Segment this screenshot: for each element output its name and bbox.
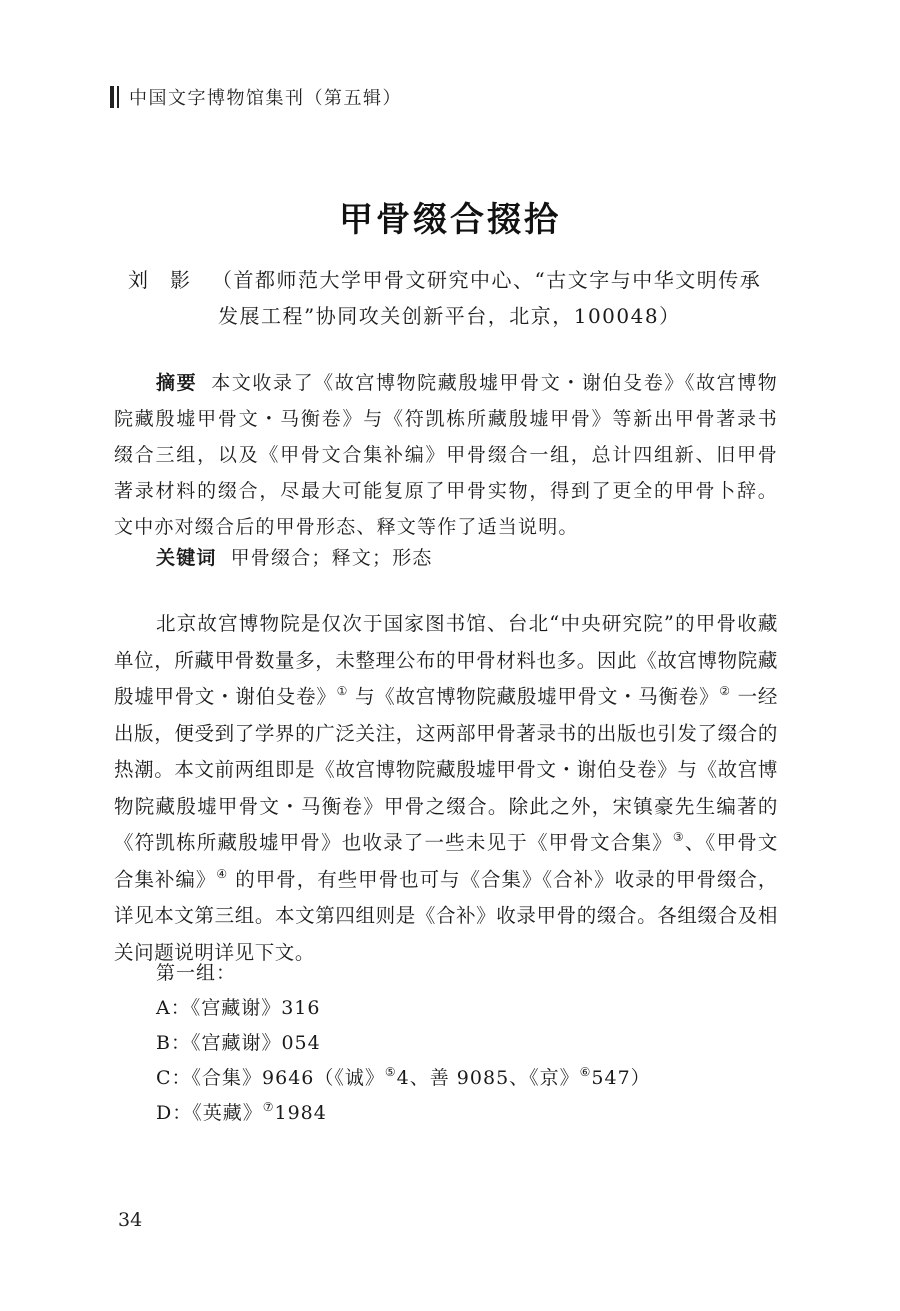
author-affiliation-2: 发展工程”协同攻关创新平台，北京，100048） [218, 304, 681, 328]
footnote-ref-4[interactable]: ④ [216, 866, 229, 881]
footnote-ref-3[interactable]: ③ [672, 830, 685, 844]
running-head [110, 84, 402, 110]
group-heading: 第一组： [156, 962, 237, 984]
keywords-text: 甲骨缀合；释文；形态 [230, 547, 433, 569]
abstract [114, 365, 778, 545]
footnote-ref-6[interactable]: ⑥ [579, 1065, 592, 1079]
running-head-bars [110, 86, 119, 108]
author-affiliation-1: （首都师范大学甲骨文研究中心、“古文字与中华文明传承 [212, 268, 762, 292]
page-number: 34 [118, 1209, 143, 1231]
journal-title: 中国文字博物馆集刊（第五辑） [129, 88, 402, 109]
footnote-ref-2[interactable]: ② [719, 684, 731, 698]
author-block [128, 262, 788, 334]
footnote-ref-7[interactable]: ⑦ [262, 1100, 275, 1114]
abstract-text: 本文收录了《故宫博物院藏殷墟甲骨文・谢伯殳卷》《故宫博物院藏殷墟甲骨文・马衡卷》与《符凯栋所藏殷墟甲骨》等新出甲骨著录书缀合三组，以及《甲骨文合集补编》甲骨缀合一组，总计四组新、旧甲骨著录材料的缀合，尽最大可能复原了甲骨实物，得到了更全的甲骨卜辞。文中亦对缀合后的甲骨形态、释文等作了适当说明。 [114, 372, 778, 538]
article-title: 甲骨缀合掇拾 [339, 200, 561, 240]
group-item-b: B：《宫藏谢》054 [156, 1032, 321, 1054]
author-line-1 [128, 262, 788, 298]
group-item-d: D：《英藏》⑦1984 [156, 1100, 327, 1124]
group-list [156, 956, 651, 1131]
body-paragraph: 北京故宫博物院是仅次于国家图书馆、台北“中央研究院”的甲骨收藏单位，所藏甲骨数量多，未整理公布的甲骨材料也多。因此《故宫博物院藏殷墟甲骨文・谢伯殳卷》① 与《故宫博物院藏殷墟甲骨文・马衡卷》② 一经出版，便受到了学界的广泛关注，这两部甲骨著录书的出版也引发了缀合的热潮。本文前两组即是《故宫博物院藏殷墟甲骨文・谢伯殳卷》与《故宫博物院藏殷墟甲骨文・马衡卷》甲骨之缀合。除此之外，宋镇豪先生编著的《符凯栋所藏殷墟甲骨》也收录了一些未见于《甲骨文合集》③、《甲骨文合集补编》④ 的甲骨，有些甲骨也可与《合集》《合补》收录的甲骨缀合，详见本文第三组。本文第四组则是《合补》收录甲骨的缀合。各组缀合及相关问题说明详见下文。 [114, 612, 779, 964]
group-item-a: A：《宫藏谢》316 [156, 997, 321, 1019]
footnote-ref-1[interactable]: ① [336, 684, 349, 698]
abstract-label: 摘要 [156, 372, 198, 394]
keywords-label: 关键词 [156, 547, 217, 569]
body-text [114, 606, 778, 971]
footnote-ref-5[interactable]: ⑤ [384, 1065, 397, 1079]
group-item-c: C：《合集》9646（《诚》⑤4、善 9085、《京》⑥547） [156, 1065, 651, 1089]
keywords [156, 540, 433, 576]
author-name: 刘影 [128, 268, 212, 292]
